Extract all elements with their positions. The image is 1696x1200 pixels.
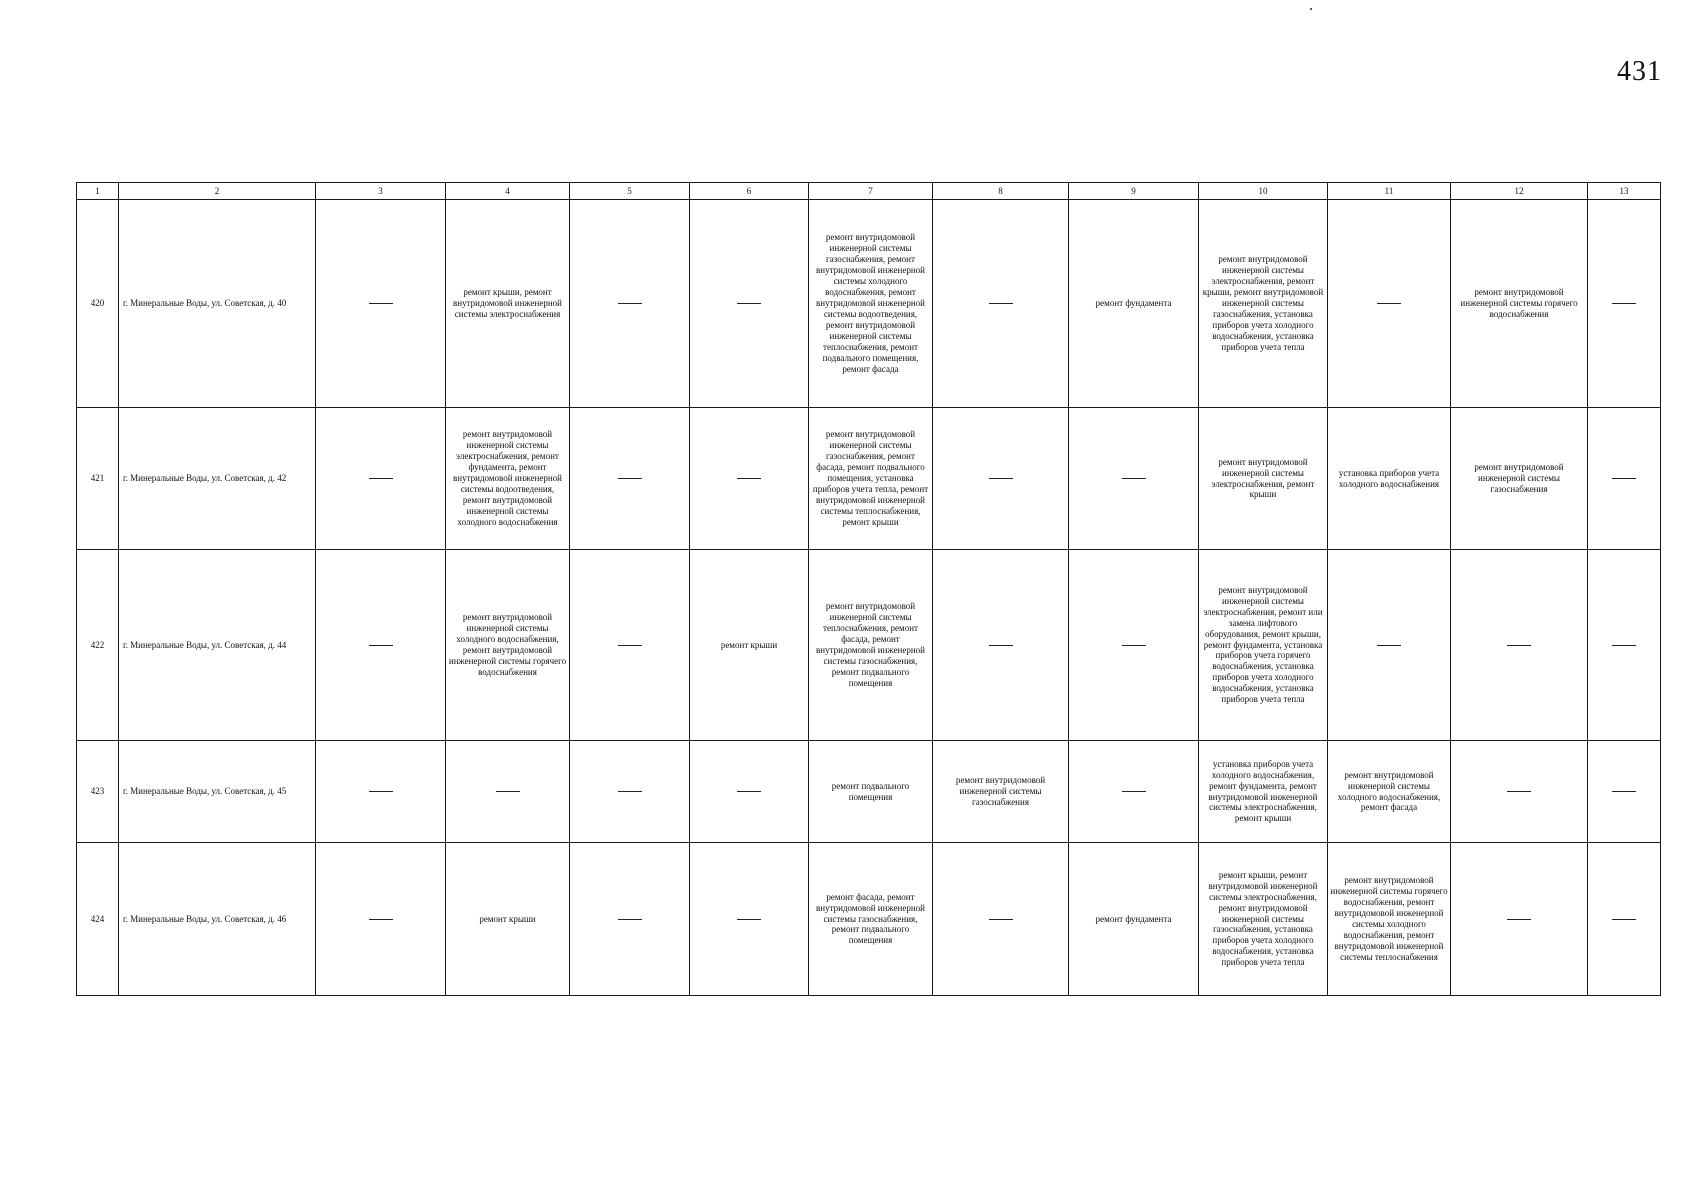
empty-cell xyxy=(1588,550,1661,741)
dash-mark xyxy=(369,645,393,646)
table-row xyxy=(77,843,1661,996)
work-cell: ремонт внутридомовой инженерной системы газоснабжения xyxy=(933,741,1069,843)
work-cell: ремонт внутридомовой инженерной системы горячего водоснабжения xyxy=(1451,200,1588,408)
empty-cell xyxy=(933,550,1069,741)
column-header: 3 xyxy=(316,183,446,200)
work-cell: ремонт внутридомовой инженерной системы газоснабжения xyxy=(1451,408,1588,550)
column-header: 5 xyxy=(570,183,690,200)
column-header: 1 xyxy=(77,183,119,200)
dash-mark xyxy=(1122,645,1146,646)
dash-mark xyxy=(989,919,1013,920)
work-cell: ремонт фасада, ремонт внутридомовой инженерной системы газоснабжения, ремонт подвального помещения xyxy=(809,843,933,996)
empty-cell xyxy=(446,741,570,843)
empty-cell xyxy=(1451,550,1588,741)
empty-cell xyxy=(316,200,446,408)
row-number: 424 xyxy=(77,843,119,996)
work-cell: ремонт внутридомовой инженерной системы газоснабжения, ремонт фасада, ремонт подвального помещения, установка приборов учета тепла, ремонт внутридомовой инженерной системы теплоснабжения, ремонт крыши xyxy=(809,408,933,550)
dash-mark xyxy=(496,791,520,792)
empty-cell xyxy=(1588,741,1661,843)
column-header: 12 xyxy=(1451,183,1588,200)
empty-cell xyxy=(570,741,690,843)
dash-mark xyxy=(737,478,761,479)
work-cell: ремонт подвального помещения xyxy=(809,741,933,843)
address-cell: г. Минеральные Воды, ул. Советская, д. 42 xyxy=(119,408,316,550)
empty-cell xyxy=(1069,408,1199,550)
address-cell: г. Минеральные Воды, ул. Советская, д. 40 xyxy=(119,200,316,408)
column-header: 9 xyxy=(1069,183,1199,200)
work-cell: установка приборов учета холодного водоснабжения, ремонт фундамента, ремонт внутридомовой инженерной системы электроснабжения, ремонт крыши xyxy=(1199,741,1328,843)
work-cell: ремонт внутридомовой инженерной системы горячего водоснабжения, ремонт внутридомовой инженерной системы холодного водоснабжения, ремонт внутридомовой инженерной системы теплоснабжения xyxy=(1328,843,1451,996)
dash-mark xyxy=(369,303,393,304)
empty-cell xyxy=(1069,550,1199,741)
address-cell: г. Минеральные Воды, ул. Советская, д. 44 xyxy=(119,550,316,741)
empty-cell xyxy=(933,843,1069,996)
work-cell: ремонт внутридомовой инженерной системы теплоснабжения, ремонт фасада, ремонт внутридомовой инженерной системы газоснабжения, ремонт подвального помещения xyxy=(809,550,933,741)
empty-cell xyxy=(1588,200,1661,408)
row-number: 423 xyxy=(77,741,119,843)
dash-mark xyxy=(369,791,393,792)
work-cell: ремонт крыши xyxy=(446,843,570,996)
dash-mark xyxy=(1377,303,1401,304)
dash-mark xyxy=(1612,645,1636,646)
column-header: 4 xyxy=(446,183,570,200)
empty-cell xyxy=(316,550,446,741)
work-cell: ремонт внутридомовой инженерной системы газоснабжения, ремонт внутридомовой инженерной системы холодного водоснабжения, ремонт внутридомовой инженерной системы водоотведения, ремонт внутридомовой инженерной системы теплоснабжения, ремонт подвального помещения, ремонт фасада xyxy=(809,200,933,408)
empty-cell xyxy=(933,200,1069,408)
column-header: 13 xyxy=(1588,183,1661,200)
column-header: 7 xyxy=(809,183,933,200)
row-number: 420 xyxy=(77,200,119,408)
dash-mark xyxy=(737,791,761,792)
dash-mark xyxy=(618,791,642,792)
work-cell: установка приборов учета холодного водоснабжения xyxy=(1328,408,1451,550)
page-number: 431 xyxy=(1617,56,1662,87)
empty-cell xyxy=(933,408,1069,550)
work-cell: ремонт фундамента xyxy=(1069,843,1199,996)
empty-cell xyxy=(570,408,690,550)
empty-cell xyxy=(570,200,690,408)
dash-mark xyxy=(1507,791,1531,792)
dash-mark xyxy=(737,303,761,304)
dash-mark xyxy=(1122,791,1146,792)
empty-cell xyxy=(690,408,809,550)
empty-cell xyxy=(1588,843,1661,996)
empty-cell xyxy=(316,741,446,843)
dash-mark xyxy=(618,645,642,646)
dash-mark xyxy=(989,303,1013,304)
work-cell: ремонт внутридомовой инженерной системы электроснабжения, ремонт крыши, ремонт внутридомовой инженерной системы газоснабжения, установка приборов учета холодного водоснабжения, установка приборов учета тепла xyxy=(1199,200,1328,408)
address-cell: г. Минеральные Воды, ул. Советская, д. 46 xyxy=(119,843,316,996)
empty-cell xyxy=(690,843,809,996)
dash-mark xyxy=(1507,645,1531,646)
work-cell: ремонт крыши, ремонт внутридомовой инженерной системы электроснабжения xyxy=(446,200,570,408)
dash-mark xyxy=(1507,919,1531,920)
dash-mark xyxy=(369,478,393,479)
column-header: 11 xyxy=(1328,183,1451,200)
dash-mark xyxy=(1122,478,1146,479)
scan-speck xyxy=(1310,8,1312,10)
dash-mark xyxy=(1612,919,1636,920)
empty-cell xyxy=(690,200,809,408)
work-cell: ремонт фундамента xyxy=(1069,200,1199,408)
column-header: 8 xyxy=(933,183,1069,200)
dash-mark xyxy=(1612,791,1636,792)
empty-cell xyxy=(690,741,809,843)
column-header: 10 xyxy=(1199,183,1328,200)
empty-cell xyxy=(570,550,690,741)
column-number-row xyxy=(77,183,1661,200)
dash-mark xyxy=(989,645,1013,646)
empty-cell xyxy=(1328,200,1451,408)
empty-cell xyxy=(316,843,446,996)
dash-mark xyxy=(618,478,642,479)
repair-schedule-table xyxy=(76,182,1661,996)
dash-mark xyxy=(618,919,642,920)
dash-mark xyxy=(1612,478,1636,479)
dash-mark xyxy=(989,478,1013,479)
table-row xyxy=(77,408,1661,550)
work-cell: ремонт внутридомовой инженерной системы электроснабжения, ремонт фундамента, ремонт внутридомовой инженерной системы водоотведения, ремонт внутридомовой инженерной системы холодного водоснабжения xyxy=(446,408,570,550)
empty-cell xyxy=(1451,843,1588,996)
work-cell: ремонт внутридомовой инженерной системы электроснабжения, ремонт или замена лифтового оборудования, ремонт крыши, ремонт фундамента, установка приборов учета горячего водоснабжения, установка приборов учета холодного водоснабжения, установка приборов учета тепла xyxy=(1199,550,1328,741)
work-cell: ремонт внутридомовой инженерной системы электроснабжения, ремонт крыши xyxy=(1199,408,1328,550)
dash-mark xyxy=(369,919,393,920)
column-header: 6 xyxy=(690,183,809,200)
empty-cell xyxy=(570,843,690,996)
work-cell: ремонт внутридомовой инженерной системы холодного водоснабжения, ремонт фасада xyxy=(1328,741,1451,843)
dash-mark xyxy=(737,919,761,920)
work-cell: ремонт внутридомовой инженерной системы холодного водоснабжения, ремонт внутридомовой инженерной системы горячего водоснабжения xyxy=(446,550,570,741)
work-cell: ремонт крыши, ремонт внутридомовой инженерной системы электроснабжения, ремонт внутридомовой инженерной системы газоснабжения, установка приборов учета холодного водоснабжения, установка приборов учета тепла xyxy=(1199,843,1328,996)
empty-cell xyxy=(1328,550,1451,741)
dash-mark xyxy=(618,303,642,304)
empty-cell xyxy=(1069,741,1199,843)
empty-cell xyxy=(316,408,446,550)
dash-mark xyxy=(1612,303,1636,304)
table-row xyxy=(77,550,1661,741)
empty-cell xyxy=(1451,741,1588,843)
table-row xyxy=(77,200,1661,408)
row-number: 422 xyxy=(77,550,119,741)
work-cell: ремонт крыши xyxy=(690,550,809,741)
address-cell: г. Минеральные Воды, ул. Советская, д. 45 xyxy=(119,741,316,843)
column-header: 2 xyxy=(119,183,316,200)
dash-mark xyxy=(1377,645,1401,646)
table-row xyxy=(77,741,1661,843)
empty-cell xyxy=(1588,408,1661,550)
row-number: 421 xyxy=(77,408,119,550)
